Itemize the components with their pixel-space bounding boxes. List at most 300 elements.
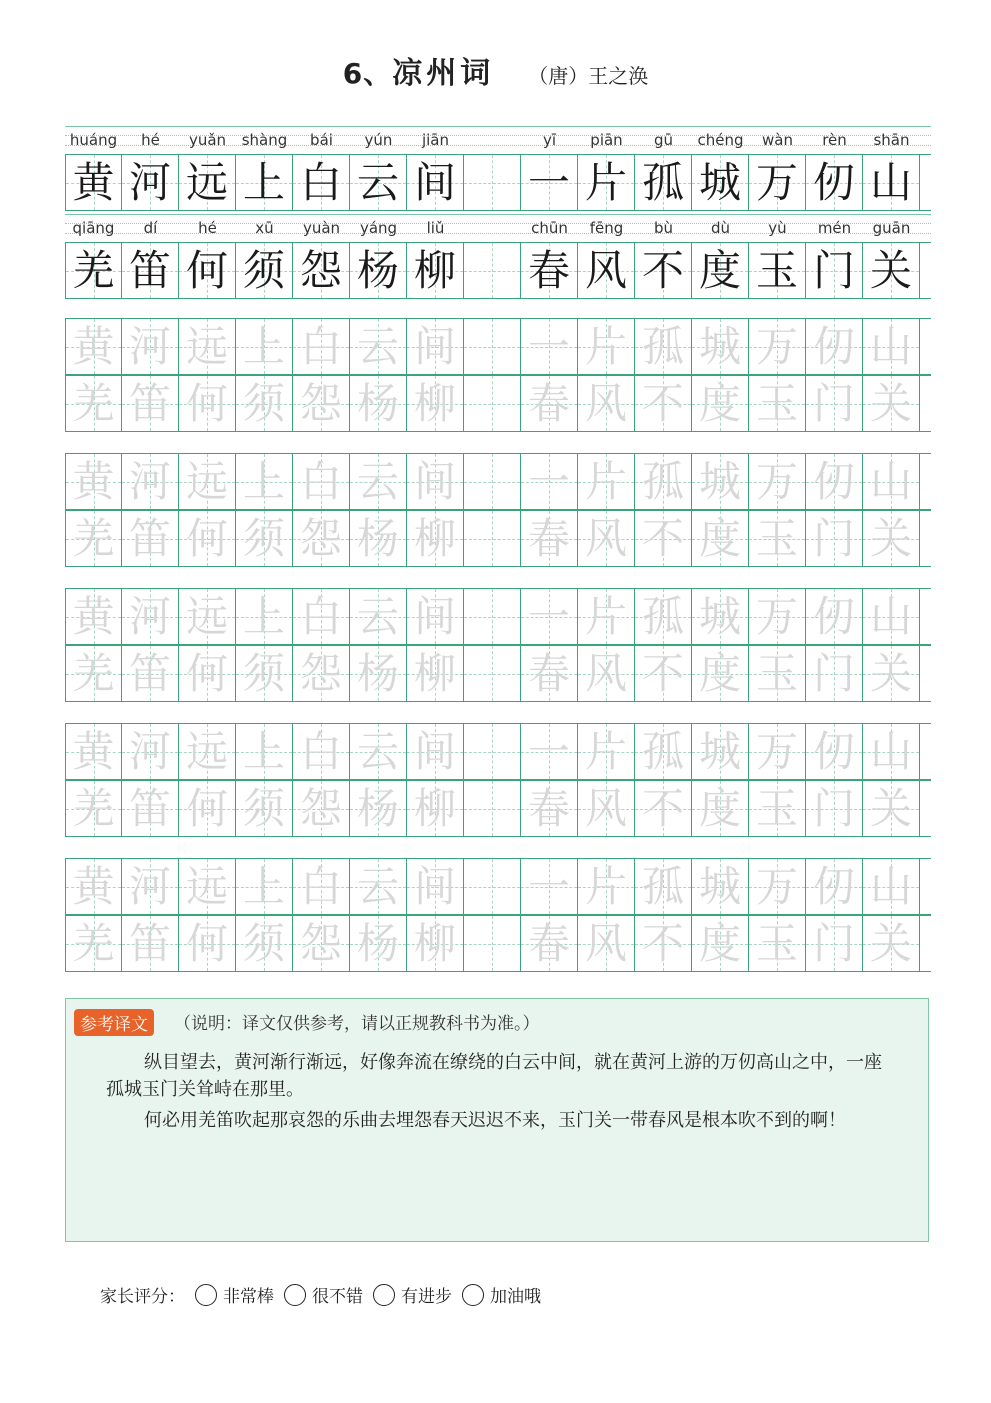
writing-cell[interactable] [521,646,578,701]
writing-cell[interactable] [521,243,578,298]
tracing-character: 孤 [641,322,684,371]
writing-cell[interactable] [806,511,863,566]
pinyin-text: guān [872,219,911,237]
writing-cell[interactable] [578,859,635,914]
writing-cell[interactable] [635,243,692,298]
writing-cell[interactable] [806,155,863,210]
writing-cell[interactable] [521,859,578,914]
writing-cell[interactable] [293,454,350,509]
tracing-character: 一 [527,592,570,641]
tracing-character: 间 [413,457,456,506]
tracing-character: 门 [812,379,855,428]
tracing-character: 城 [698,457,741,506]
writing-cell[interactable] [350,589,407,644]
writing-cell[interactable] [236,859,293,914]
writing-cell[interactable] [407,454,464,509]
pinyin-cell [521,126,578,154]
tracing-character: 关 [869,514,912,563]
tracing-character: 玉 [755,919,798,968]
writing-cell[interactable] [635,589,692,644]
writing-cell[interactable] [749,724,806,779]
writing-cell[interactable] [122,155,179,210]
rating-option-2[interactable]: 很不错 [284,1282,363,1307]
character [464,155,520,210]
writing-cell[interactable] [749,781,806,836]
writing-cell[interactable] [464,319,521,374]
tracing-character: 一 [527,322,570,371]
pinyin-text: yī [542,131,557,149]
writing-cell[interactable] [749,589,806,644]
writing-cell[interactable] [407,916,464,971]
writing-cell[interactable] [521,781,578,836]
writing-cell[interactable] [635,511,692,566]
writing-cell[interactable] [464,155,521,210]
writing-cell[interactable] [521,511,578,566]
character: 关 [869,246,912,295]
character: 何 [185,246,228,295]
pinyin-text: chéng [697,131,744,149]
writing-cell[interactable] [65,859,122,914]
pinyin-cell [578,214,635,242]
pinyin-text: chūn [531,219,568,237]
tracing-character: 万 [755,592,798,641]
rating-label: 家长评分： [100,1287,185,1307]
writing-cell[interactable] [521,589,578,644]
character: 云 [356,158,399,207]
writing-cell[interactable] [692,646,749,701]
writing-cell[interactable] [578,724,635,779]
pinyin-text: yún [364,131,393,149]
writing-cell[interactable] [863,724,920,779]
writing-cell[interactable] [464,916,521,971]
tracing-character: 不 [641,784,684,833]
writing-cell[interactable] [350,454,407,509]
pinyin-cell [179,214,236,242]
writing-cell[interactable] [407,589,464,644]
writing-cell[interactable] [350,155,407,210]
tracing-character [464,859,520,914]
writing-cell[interactable] [464,724,521,779]
writing-cell[interactable] [692,916,749,971]
writing-cell[interactable] [407,724,464,779]
writing-cell[interactable] [692,243,749,298]
tracing-character: 关 [869,379,912,428]
writing-cell[interactable] [806,243,863,298]
writing-cell[interactable] [806,859,863,914]
writing-cell[interactable] [806,454,863,509]
writing-cell[interactable] [65,376,122,431]
character: 间 [413,158,456,207]
writing-cell[interactable] [407,511,464,566]
tracing-character: 云 [356,457,399,506]
writing-cell[interactable] [293,319,350,374]
writing-cell[interactable] [179,454,236,509]
tracing-character: 孤 [641,727,684,776]
writing-cell[interactable] [635,781,692,836]
writing-cell[interactable] [863,916,920,971]
tracing-character: 关 [869,919,912,968]
writing-cell[interactable] [635,646,692,701]
writing-cell[interactable] [749,376,806,431]
tracing-character: 不 [641,379,684,428]
writing-cell[interactable] [578,781,635,836]
pinyin-cell [65,126,122,154]
pinyin-cell [863,214,920,242]
writing-cell[interactable] [578,511,635,566]
writing-cell[interactable] [179,781,236,836]
rating-option-1[interactable]: 非常棒 [195,1282,274,1307]
writing-cell[interactable] [65,781,122,836]
writing-cell[interactable] [236,243,293,298]
writing-cell[interactable] [407,155,464,210]
writing-cell[interactable] [293,859,350,914]
character: 白 [299,158,342,207]
writing-cell[interactable] [122,511,179,566]
pinyin-cell [635,214,692,242]
writing-cell[interactable] [407,859,464,914]
pinyin-text: dù [710,219,731,237]
writing-cell[interactable] [635,454,692,509]
tracing-character [464,511,520,566]
pinyin-cell [464,214,521,242]
tracing-character: 白 [299,592,342,641]
tracing-row [65,510,931,567]
writing-cell[interactable] [749,859,806,914]
tracing-character: 度 [698,379,741,428]
tracing-character: 不 [641,649,684,698]
tracing-character: 柳 [413,514,456,563]
writing-cell[interactable] [179,511,236,566]
writing-cell[interactable] [236,646,293,701]
writing-cell[interactable] [350,646,407,701]
tracing-character: 白 [299,322,342,371]
writing-cell[interactable] [578,243,635,298]
writing-cell[interactable] [122,376,179,431]
writing-cell[interactable] [350,319,407,374]
writing-cell[interactable] [236,511,293,566]
writing-cell[interactable] [293,376,350,431]
writing-cell[interactable] [863,511,920,566]
tracing-character: 山 [869,457,912,506]
writing-cell[interactable] [578,376,635,431]
writing-cell[interactable] [464,376,521,431]
tracing-character: 仞 [812,457,855,506]
writing-cell[interactable] [122,319,179,374]
writing-cell[interactable] [692,376,749,431]
tracing-character: 河 [128,862,171,911]
writing-cell[interactable] [692,319,749,374]
writing-cell[interactable] [635,724,692,779]
writing-cell[interactable] [464,646,521,701]
writing-cell[interactable] [806,376,863,431]
tracing-character: 孤 [641,862,684,911]
writing-cell[interactable] [806,724,863,779]
character: 仞 [812,158,855,207]
character: 一 [527,158,570,207]
writing-cell[interactable] [350,724,407,779]
pinyin-text: fēng [589,219,624,237]
writing-cell[interactable] [122,589,179,644]
writing-cell[interactable] [407,376,464,431]
writing-cell[interactable] [521,454,578,509]
writing-cell[interactable] [806,319,863,374]
writing-cell[interactable] [578,589,635,644]
pinyin-row [65,126,931,154]
writing-cell[interactable] [350,511,407,566]
writing-cell[interactable] [65,916,122,971]
writing-cell[interactable] [236,155,293,210]
pinyin-text: yuàn [302,219,341,237]
tracing-character: 怨 [299,919,342,968]
tracing-character: 玉 [755,784,798,833]
writing-cell[interactable] [350,916,407,971]
writing-cell[interactable] [749,155,806,210]
tracing-character: 远 [185,727,228,776]
writing-cell[interactable] [179,243,236,298]
tracing-character: 柳 [413,919,456,968]
writing-cell[interactable] [122,646,179,701]
writing-cell[interactable] [179,916,236,971]
tracing-character: 春 [527,784,570,833]
character: 门 [812,246,855,295]
writing-cell[interactable] [407,781,464,836]
writing-cell[interactable] [749,319,806,374]
writing-cell[interactable] [635,376,692,431]
writing-cell[interactable] [521,916,578,971]
tracing-character: 山 [869,322,912,371]
writing-cell[interactable] [179,155,236,210]
writing-cell[interactable] [293,589,350,644]
writing-cell[interactable] [692,511,749,566]
writing-cell[interactable] [863,454,920,509]
writing-cell[interactable] [179,376,236,431]
tracing-character: 白 [299,457,342,506]
writing-cell[interactable] [806,916,863,971]
character: 羌 [72,246,115,295]
pinyin-text: gū [653,131,674,149]
writing-cell[interactable] [407,646,464,701]
writing-cell[interactable] [692,589,749,644]
writing-cell[interactable] [464,859,521,914]
tracing-character: 云 [356,727,399,776]
tracing-character: 城 [698,592,741,641]
writing-cell[interactable] [122,243,179,298]
character: 山 [869,158,912,207]
writing-cell[interactable] [863,781,920,836]
writing-cell[interactable] [863,319,920,374]
writing-cell[interactable] [293,243,350,298]
tracing-character: 柳 [413,784,456,833]
writing-cell[interactable] [179,319,236,374]
writing-cell[interactable] [350,859,407,914]
writing-cell[interactable] [65,724,122,779]
writing-cell[interactable] [179,724,236,779]
tracing-character: 门 [812,649,855,698]
rating-option-3[interactable]: 有进步 [373,1282,452,1307]
tracing-character: 山 [869,862,912,911]
writing-cell[interactable] [521,155,578,210]
writing-cell[interactable] [692,155,749,210]
writing-cell[interactable] [179,646,236,701]
writing-cell[interactable] [863,646,920,701]
writing-cell[interactable] [692,724,749,779]
writing-cell[interactable] [692,454,749,509]
pinyin-cell [578,126,635,154]
radio-circle-icon[interactable] [195,1284,217,1306]
writing-cell[interactable] [578,319,635,374]
writing-cell[interactable] [749,454,806,509]
writing-cell[interactable] [692,781,749,836]
writing-cell[interactable] [635,916,692,971]
writing-cell[interactable] [635,859,692,914]
writing-cell[interactable] [635,319,692,374]
radio-circle-icon[interactable] [373,1284,395,1306]
tracing-character: 万 [755,862,798,911]
tracing-character: 羌 [72,514,115,563]
writing-cell[interactable] [122,781,179,836]
writing-cell[interactable] [350,781,407,836]
writing-cell[interactable] [464,781,521,836]
tracing-character: 不 [641,514,684,563]
writing-cell[interactable] [578,155,635,210]
writing-cell[interactable] [179,859,236,914]
writing-cell[interactable] [350,376,407,431]
writing-cell[interactable] [407,243,464,298]
pinyin-text: hé [141,131,160,149]
tracing-character: 须 [242,784,285,833]
tracing-character: 上 [242,457,285,506]
writing-cell[interactable] [65,589,122,644]
writing-cell[interactable] [806,646,863,701]
writing-cell[interactable] [293,646,350,701]
pinyin-text: qiāng [72,219,115,237]
writing-cell[interactable] [122,454,179,509]
tracing-character: 春 [527,514,570,563]
pinyin-text: liǔ [426,219,445,237]
writing-cell[interactable] [293,781,350,836]
pinyin-text: yáng [359,219,398,237]
character: 玉 [755,246,798,295]
writing-cell[interactable] [236,916,293,971]
writing-cell[interactable] [521,724,578,779]
character: 杨 [356,246,399,295]
writing-cell[interactable] [521,319,578,374]
writing-cell[interactable] [122,916,179,971]
writing-cell[interactable] [578,646,635,701]
tracing-character: 仞 [812,592,855,641]
writing-cell[interactable] [65,155,122,210]
tracing-character: 远 [185,322,228,371]
tracing-character: 何 [185,919,228,968]
writing-cell[interactable] [65,454,122,509]
pinyin-cell [692,126,749,154]
writing-cell[interactable] [236,376,293,431]
writing-cell[interactable] [179,589,236,644]
writing-cell[interactable] [863,155,920,210]
character: 笛 [128,246,171,295]
tracing-character: 须 [242,514,285,563]
tracing-character: 门 [812,514,855,563]
tracing-character: 怨 [299,784,342,833]
tracing-character [464,589,520,644]
tracing-character: 间 [413,727,456,776]
writing-cell[interactable] [65,646,122,701]
writing-grid [65,122,931,976]
writing-cell[interactable] [749,646,806,701]
writing-cell[interactable] [578,454,635,509]
writing-cell[interactable] [122,859,179,914]
writing-cell[interactable] [407,319,464,374]
writing-cell[interactable] [464,243,521,298]
writing-cell[interactable] [863,243,920,298]
tracing-character: 片 [584,727,627,776]
tracing-character: 风 [584,649,627,698]
writing-cell[interactable] [692,859,749,914]
parent-rating [100,1282,541,1307]
writing-cell[interactable] [236,724,293,779]
tracing-character: 春 [527,379,570,428]
writing-cell[interactable] [749,243,806,298]
character: 须 [242,246,285,295]
writing-cell[interactable] [236,781,293,836]
pinyin-cell [122,214,179,242]
writing-cell[interactable] [635,155,692,210]
writing-cell[interactable] [464,589,521,644]
rating-option-4[interactable]: 加油哦 [462,1282,541,1307]
pinyin-cell [863,126,920,154]
writing-cell[interactable] [236,589,293,644]
writing-cell[interactable] [749,916,806,971]
writing-cell[interactable] [65,511,122,566]
tracing-character: 孤 [641,592,684,641]
writing-cell[interactable] [806,781,863,836]
writing-cell[interactable] [863,589,920,644]
writing-cell[interactable] [806,589,863,644]
writing-cell[interactable] [863,376,920,431]
writing-cell[interactable] [350,243,407,298]
tracing-character: 一 [527,457,570,506]
writing-cell[interactable] [293,155,350,210]
writing-cell[interactable] [749,511,806,566]
tracing-character: 万 [755,322,798,371]
pinyin-cell [749,126,806,154]
radio-circle-icon[interactable] [284,1284,306,1306]
pinyin-text: shān [873,131,910,149]
writing-cell[interactable] [863,859,920,914]
writing-cell[interactable] [293,724,350,779]
tracing-character: 羌 [72,649,115,698]
radio-circle-icon[interactable] [462,1284,484,1306]
tracing-character [464,376,520,431]
tracing-character: 羌 [72,784,115,833]
writing-cell[interactable] [65,243,122,298]
pinyin-text: rèn [822,131,847,149]
pinyin-text: hé [198,219,217,237]
writing-cell[interactable] [464,454,521,509]
writing-cell[interactable] [236,319,293,374]
writing-cell[interactable] [521,376,578,431]
writing-cell[interactable] [464,511,521,566]
writing-cell[interactable] [578,916,635,971]
writing-cell[interactable] [293,511,350,566]
writing-cell[interactable] [293,916,350,971]
writing-cell[interactable] [122,724,179,779]
pinyin-cell [521,214,578,242]
pinyin-cell [179,126,236,154]
character [464,243,520,298]
writing-cell[interactable] [236,454,293,509]
writing-cell[interactable] [65,319,122,374]
